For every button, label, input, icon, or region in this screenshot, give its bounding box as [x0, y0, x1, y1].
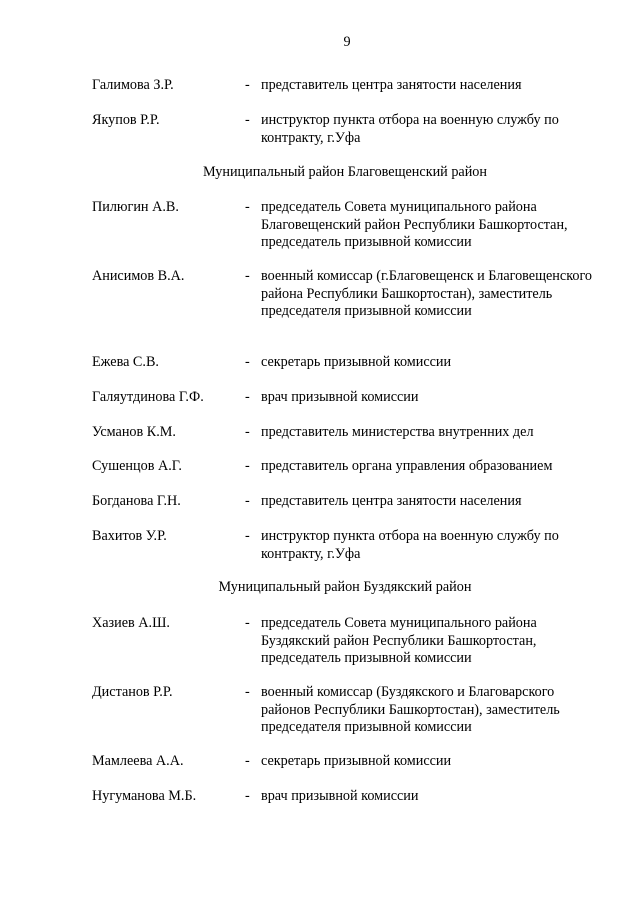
member-name: Якупов Р.Р. — [92, 112, 160, 128]
member-name: Мамлеева А.А. — [92, 753, 184, 769]
page-number: 9 — [343, 34, 351, 50]
dash-separator: - — [245, 458, 250, 474]
member-role: представитель центра занятости населения — [261, 493, 522, 509]
member-role: инструктор пункта отбора на военную службу по контракту, г.Уфа — [261, 112, 559, 146]
member-role: врач призывной комиссии — [261, 788, 419, 804]
member-role: военный комиссар (Буздякского и Благоварского районов Республики Башкортостан), заместитель председателя призывной комиссии — [261, 684, 560, 735]
member-role: председатель Совета муниципального района Благовещенский район Республики Башкортостан, председатель призывной комиссии — [261, 199, 568, 250]
member-name: Галяутдинова Г.Ф. — [92, 389, 204, 405]
dash-separator: - — [245, 684, 250, 700]
member-role: секретарь призывной комиссии — [261, 354, 452, 370]
member-role: представитель центра занятости населения — [261, 77, 522, 93]
dash-separator: - — [245, 424, 250, 440]
member-name: Дистанов Р.Р. — [92, 684, 173, 700]
dash-separator: - — [245, 788, 250, 804]
member-name: Анисимов В.А. — [92, 268, 185, 284]
member-name: Усманов К.М. — [92, 424, 176, 440]
member-role: председатель Совета муниципального района Буздякский район Республики Башкортостан, председатель призывной комиссии — [261, 615, 537, 666]
member-role: врач призывной комиссии — [261, 389, 419, 405]
section-title: Муниципальный район Благовещенский район — [203, 164, 487, 180]
member-name: Ежева С.В. — [92, 354, 159, 370]
member-role: инструктор пункта отбора на военную службу по контракту, г.Уфа — [261, 528, 559, 562]
dash-separator: - — [245, 493, 250, 509]
dash-separator: - — [245, 77, 250, 93]
section-title: Муниципальный район Буздякский район — [218, 579, 472, 595]
dash-separator: - — [245, 112, 250, 128]
member-name: Пилюгин А.В. — [92, 199, 179, 215]
dash-separator: - — [245, 268, 250, 284]
member-role: военный комиссар (г.Благовещенск и Благовещенского района Республики Башкортостан), заместитель председателя призывной комиссии — [261, 268, 593, 319]
member-role: представитель органа управления образованием — [261, 458, 553, 474]
member-role: секретарь призывной комиссии — [261, 753, 452, 769]
member-name: Хазиев А.Ш. — [92, 615, 170, 631]
member-name: Сушенцов А.Г. — [92, 458, 182, 474]
dash-separator: - — [245, 615, 250, 631]
dash-separator: - — [245, 389, 250, 405]
dash-separator: - — [245, 753, 250, 769]
member-name: Нугуманова М.Б. — [92, 788, 197, 804]
dash-separator: - — [245, 199, 250, 215]
member-role: представитель министерства внутренних дел — [261, 424, 534, 440]
member-name: Галимова З.Р. — [92, 77, 174, 93]
member-name: Вахитов У.Р. — [92, 528, 167, 544]
member-name: Богданова Г.Н. — [92, 493, 181, 509]
dash-separator: - — [245, 528, 250, 544]
dash-separator: - — [245, 354, 250, 370]
